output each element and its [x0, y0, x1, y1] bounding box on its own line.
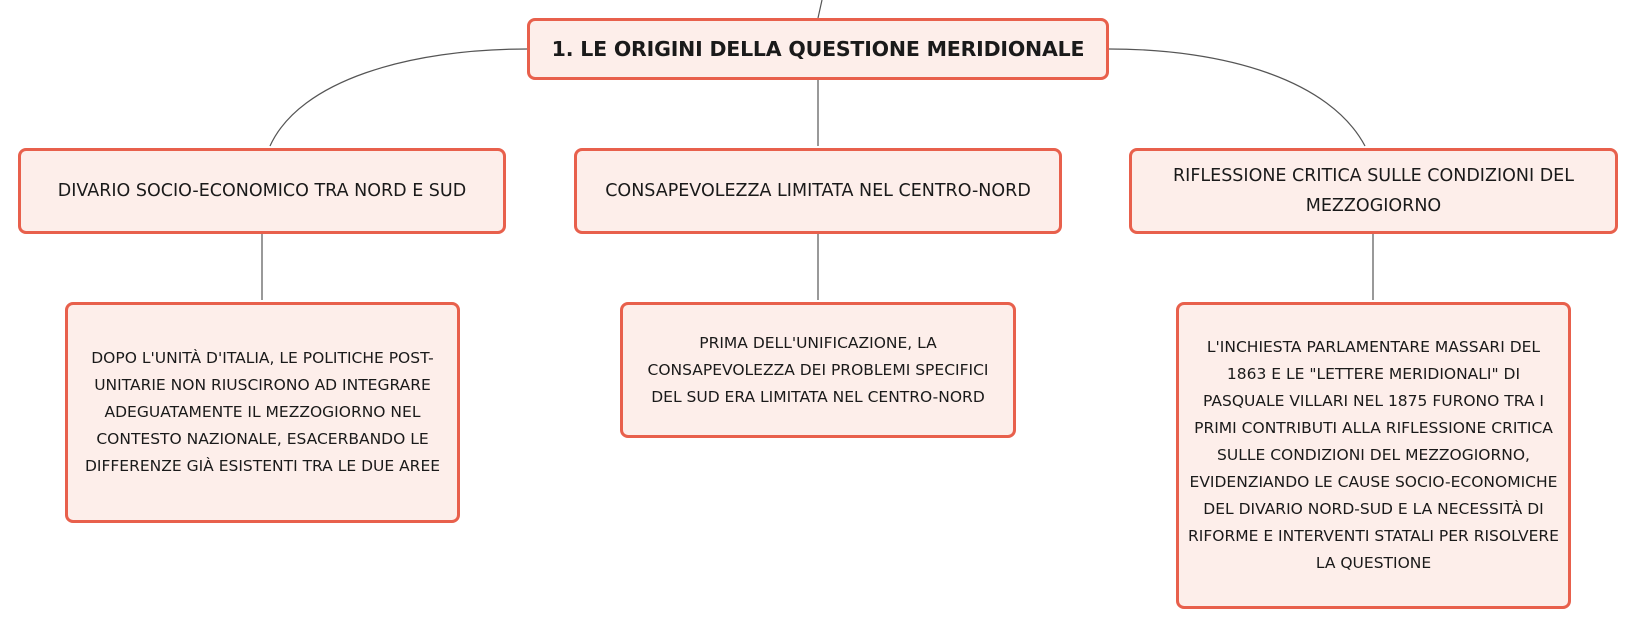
subtopic-riflessione-detail[interactable] — [1176, 302, 1571, 609]
topic-label: RIFLESSIONE CRITICA SULLE CONDIZIONI DEL MEZZOGIORNO — [1173, 166, 1574, 216]
subtopic-divario-detail[interactable] — [65, 302, 460, 523]
topic-divario-socio-economico[interactable] — [18, 148, 506, 234]
root-topic[interactable] — [527, 18, 1109, 80]
subtopic-text: L'INCHIESTA PARLAMENTARE MASSARI DEL 1863 E LE "LETTERE MERIDIONALI" DI PASQUALE VILLARI NEL 1875 FURONO TRA I PRIMI CONTRIBUTI ALLA RIFLESSIONE CRITICA SULLE CONDIZIONI DEL MEZZOGIORNO, EVIDENZIANDO LE CAUSE SOCIO-ECONOMICHE DEL DIVARIO NORD-SUD E LA NECESSITÀ DI RIFORME E INTERVENTI STATALI PER RISOLVERE LA QUESTIONE — [1188, 338, 1559, 572]
topic-label: DIVARIO SOCIO-ECONOMICO TRA NORD E SUD — [57, 181, 467, 201]
topic-consapevolezza-limitata[interactable] — [574, 148, 1062, 234]
topic-riflessione-critica[interactable] — [1129, 148, 1618, 234]
topic-label: CONSAPEVOLEZZA LIMITATA NEL CENTRO-NORD — [605, 181, 1031, 201]
subtopic-text: PRIMA DELL'UNIFICAZIONE, LA CONSAPEVOLEZZA DEI PROBLEMI SPECIFICI DEL SUD ERA LIMITATA NEL CENTRO-NORD — [647, 333, 989, 406]
subtopic-consapevolezza-detail[interactable] — [620, 302, 1016, 438]
connector-parent — [818, 0, 822, 18]
connector-root-branch-1 — [270, 49, 527, 146]
connector-root-branch-3 — [1109, 49, 1365, 146]
root-topic-label: 1. LE ORIGINI DELLA QUESTIONE MERIDIONALE — [551, 37, 1085, 61]
subtopic-text: DOPO L'UNITÀ D'ITALIA, LE POLITICHE POST-UNITARIE NON RIUSCIRONO AD INTEGRARE ADEGUATAMENTE IL MEZZOGIORNO NEL CONTESTO NAZIONALE, ESACERBANDO LE DIFFERENZE GIÀ ESISTENTI TRA LE DUE AREE — [84, 349, 441, 475]
